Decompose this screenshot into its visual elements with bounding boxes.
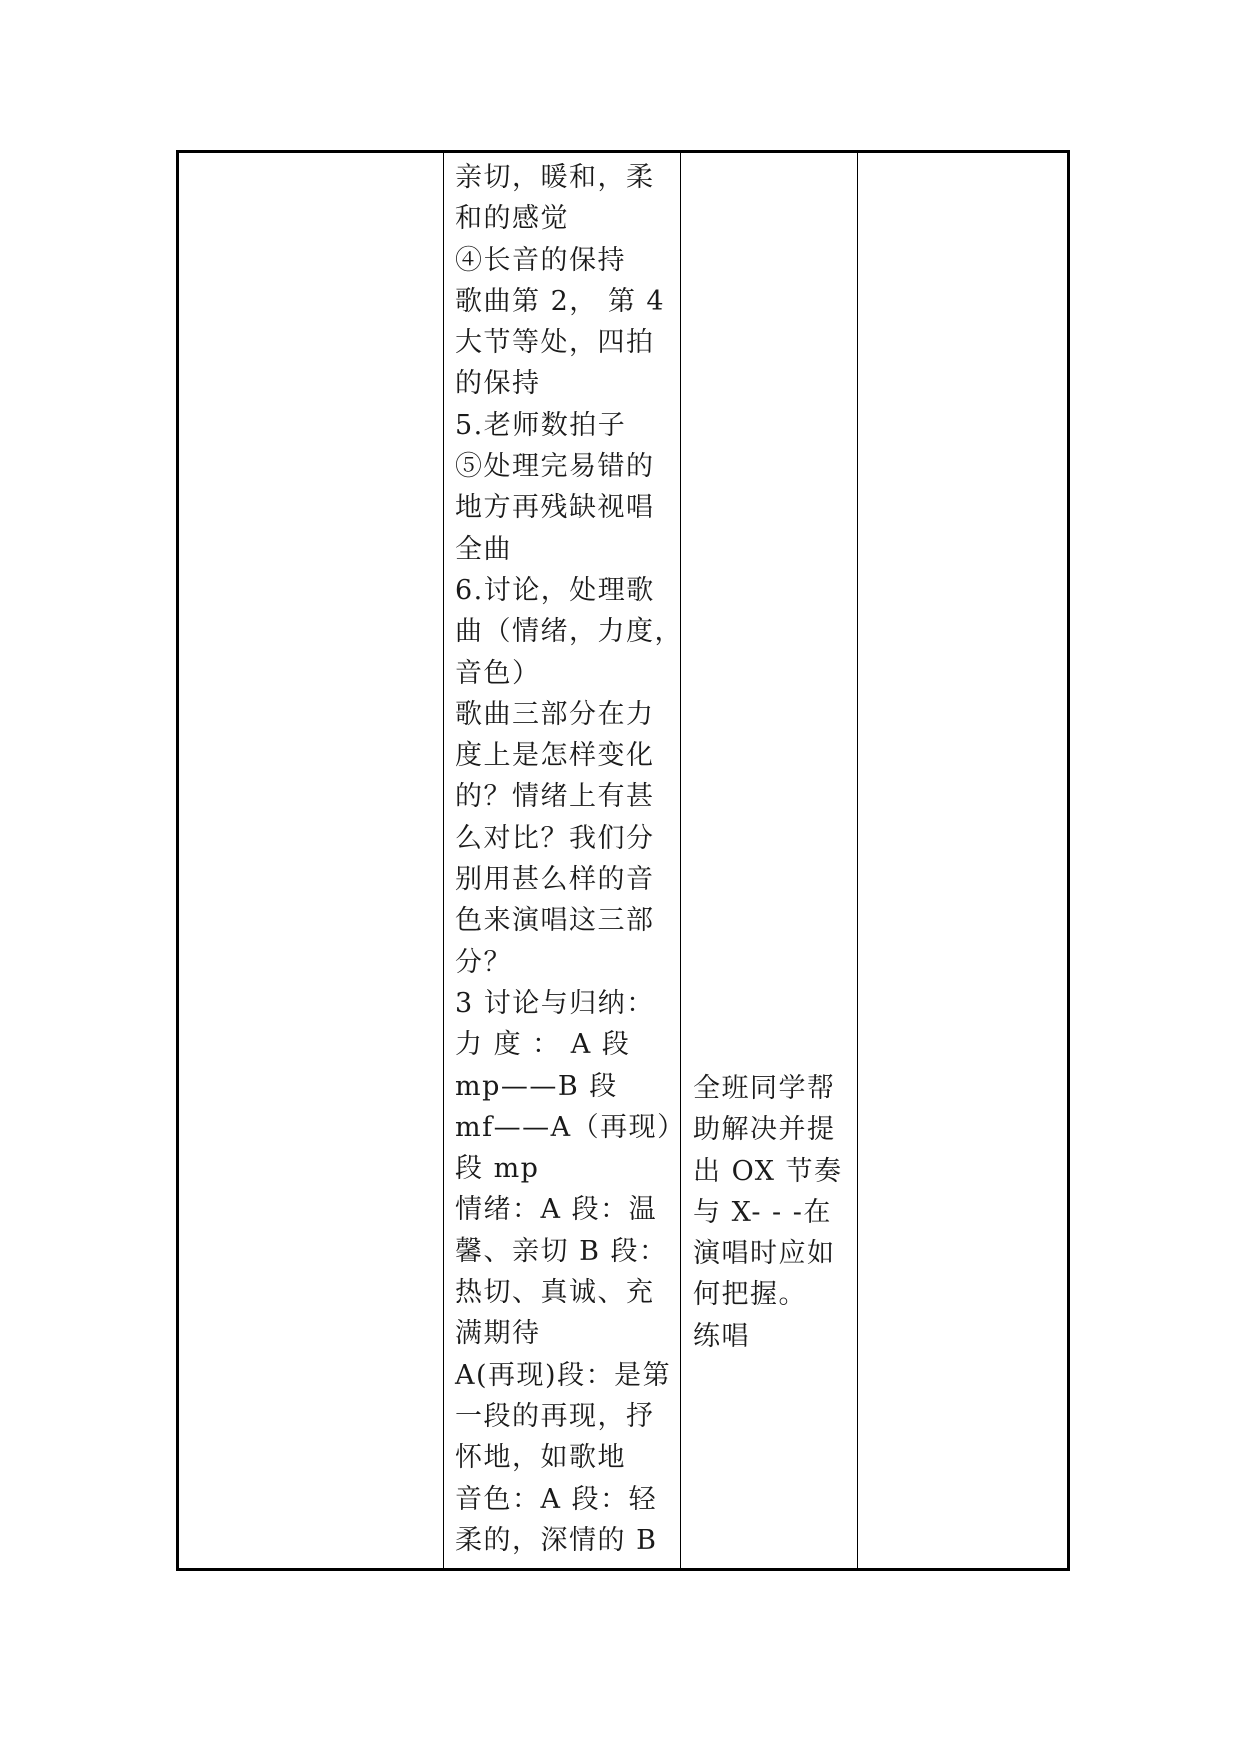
text-line: ④长音的保持	[455, 244, 626, 276]
text-line: 歌曲三部分在力	[455, 698, 655, 730]
text-line: 地方再残缺视唱	[455, 492, 655, 524]
text-line: mp——B 段	[455, 1070, 618, 1102]
text-line: 大节等处，四拍	[455, 327, 655, 359]
text-line: 何把握。	[693, 1279, 807, 1311]
teaching-process-text	[444, 153, 686, 1561]
text-line: 曲（情绪，力度，	[455, 616, 683, 648]
text-line: 的保持	[455, 368, 541, 400]
text-line: 助解决并提	[693, 1114, 836, 1146]
text-line: 歌曲第 2， 第 4	[455, 285, 666, 317]
text-line: ⑤处理完易错的	[455, 451, 655, 483]
text-line: 色来演唱这三部	[455, 905, 655, 937]
text-line: 情绪：A 段：温	[455, 1194, 658, 1226]
text-line: 演唱时应如	[693, 1238, 836, 1270]
text-line: 全曲	[455, 533, 512, 565]
text-line: 和的感觉	[455, 203, 569, 235]
table-row	[178, 152, 1069, 1570]
text-line: 一段的再现，抒	[455, 1400, 655, 1432]
table-cell-blank-left	[178, 152, 444, 1570]
text-line: 么对比？我们分	[455, 822, 655, 854]
text-line: 练唱	[693, 1320, 750, 1352]
text-line: 音色）	[455, 657, 541, 689]
text-line: A(再现)段：是第	[455, 1359, 672, 1391]
text-line: 全班同学帮	[693, 1073, 836, 1104]
text-line: mf——A（再现）	[455, 1111, 686, 1143]
text-line: 3 讨论与归纳：	[455, 987, 655, 1019]
text-line: 满期待	[455, 1318, 541, 1350]
text-line: 热切、真诚、充	[455, 1277, 655, 1309]
lesson-plan-table	[176, 150, 1070, 1571]
text-line: 度上是怎样变化	[455, 740, 655, 772]
text-line: 6.讨论，处理歌	[455, 574, 655, 606]
text-line: 段 mp	[455, 1153, 540, 1185]
text-line: 与 X- - -在	[693, 1196, 832, 1228]
text-line: 力 度 ： A 段	[455, 1029, 631, 1061]
text-line: 怀地，如歌地	[455, 1442, 626, 1474]
text-line: 音色：A 段：轻	[455, 1483, 658, 1515]
table-cell-teaching-process	[444, 152, 686, 1570]
text-line: 的？情绪上有甚	[455, 781, 655, 813]
text-line: 出 OX 节奏	[693, 1155, 843, 1187]
text-line: 柔的，深情的 B	[455, 1524, 658, 1556]
student-activity-text	[681, 153, 857, 1357]
text-line: 亲切，暖和，柔	[455, 162, 655, 193]
text-line: 5.老师数拍子	[455, 409, 627, 441]
text-line: 分？	[455, 946, 512, 978]
table-cell-student-activity	[681, 152, 858, 1570]
text-line: 别用甚么样的音	[455, 864, 655, 896]
table-cell-blank-right	[858, 152, 1069, 1570]
text-line: 馨、亲切 B 段：	[455, 1235, 668, 1267]
